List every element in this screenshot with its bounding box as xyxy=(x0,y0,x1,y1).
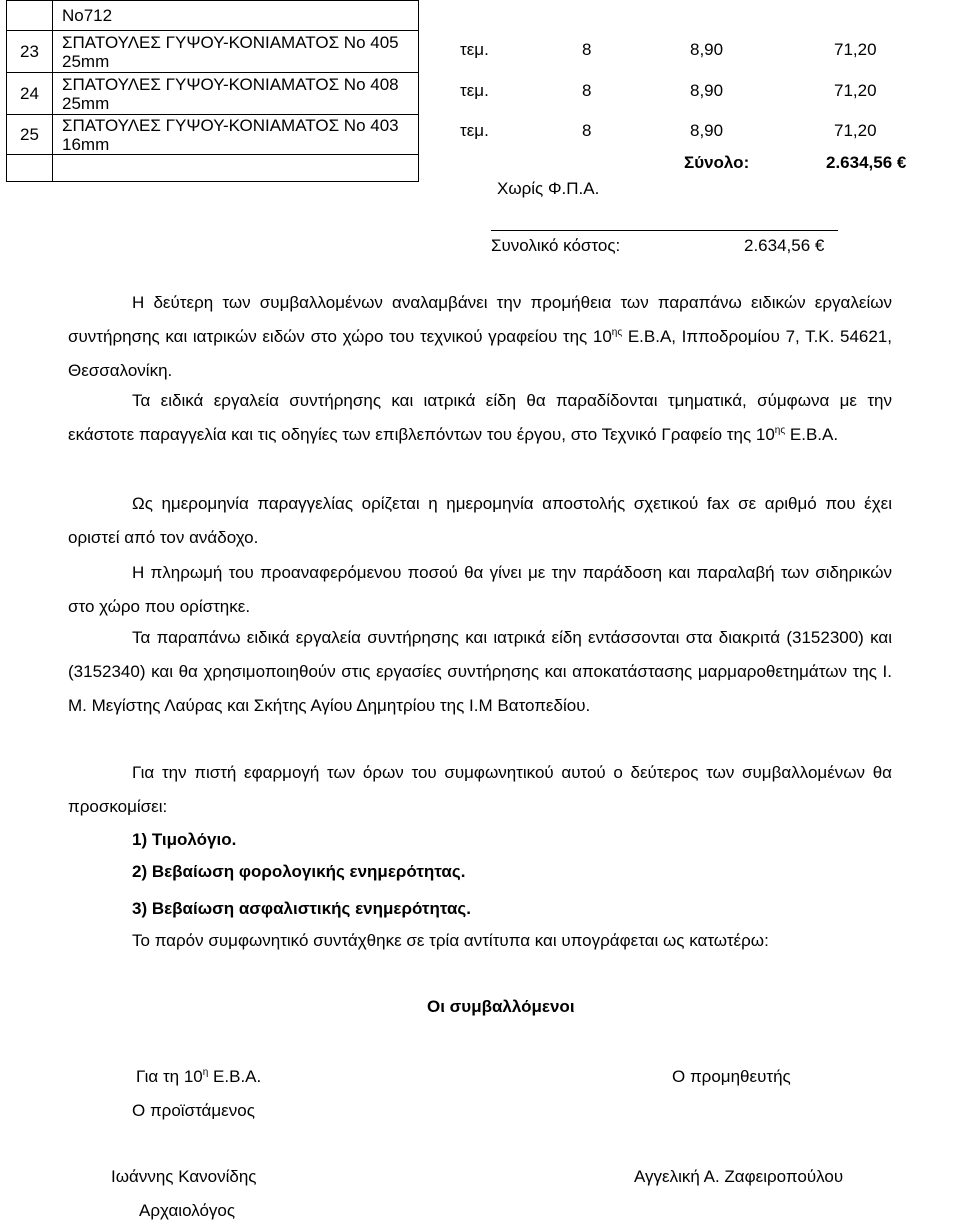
list-item: 1) Τιμολόγιο. xyxy=(132,830,237,849)
table-cell-blank xyxy=(53,155,419,182)
paragraph-payment: Η πληρωμή του προαναφερόμενου ποσού θα γίνει με την παράδοση και παραλαβή των σιδηρικών στο χώρο που ορίστηκε. xyxy=(68,563,892,616)
without-vat-label: Χωρίς Φ.Π.Α. xyxy=(497,179,600,198)
table-row xyxy=(7,115,419,155)
row-number: 23 xyxy=(7,31,53,73)
text: Για τη 10 xyxy=(136,1067,203,1086)
sum-amount: 2.634,56 xyxy=(826,153,893,172)
superscript: ης xyxy=(774,425,786,436)
paragraph-budget-codes: Τα παραπάνω ειδικά εργαλεία συντήρησης και ιατρικά είδη εντάσσονται στα διακριτά (3152300) και (3152340) και θα χρησιμοποιηθούν στις εργασίες συντήρησης και αποκατάστασης μαρμαροθετημάτων της Ι. Μ. Μεγίστης Λαύρας και Σκήτης Αγίου Δημητρίου της Ι.Μ Βατοπεδίου. xyxy=(68,628,892,715)
paragraph-order-date: Ως ημερομηνία παραγγελίας ορίζεται η ημερομηνία αποστολής σχετικού fax σε αριθμό που έχει οριστεί από τον ανάδοχο. xyxy=(68,494,892,547)
row-total: 71,20 xyxy=(834,81,877,100)
row-number: 24 xyxy=(7,73,53,115)
table-cell-desc xyxy=(53,1,419,31)
superscript: ης xyxy=(611,327,623,338)
table-cell-no xyxy=(7,1,53,31)
text: Ε.Β.Α. xyxy=(785,425,839,444)
sum-value xyxy=(826,153,906,173)
row-total: 71,20 xyxy=(834,121,877,140)
row-fragment: No712 xyxy=(62,6,113,25)
text: Η δεύτερη των συμβαλλομένων αναλαμβάνει την προμήθεια των παραπάνω ειδικών εργαλείων συντήρησης και ιατρικών ειδών στο χώρο του τεχνικού γραφείου της 10 xyxy=(68,293,892,346)
paragraph-copies: Το παρόν συμφωνητικό συντάχθηκε σε τρία αντίτυπα και υπογράφεται ως κατωτέρω: xyxy=(132,931,769,950)
overall-cost-value xyxy=(744,236,824,256)
row-price: 8,90 xyxy=(690,121,724,140)
sum-label: Σύνολο: xyxy=(684,153,750,172)
text: Ε.Β.Α. xyxy=(208,1067,262,1086)
total-divider xyxy=(491,230,838,231)
list-item: 2) Βεβαίωση φορολογικής ενημερότητας. xyxy=(132,862,466,881)
row-description xyxy=(53,115,419,155)
text: Ε.Β.Α, Ιπποδρομίου 7, Τ.Κ. 54621, Θεσσαλονίκη. xyxy=(68,327,892,380)
paragraph-documents: Για την πιστή εφαρμογή των όρων του συμφωνητικού αυτού ο δεύτερος των συμβαλλομένων θα προσκομίσει: xyxy=(68,763,892,816)
table-row xyxy=(7,73,419,115)
desc-line: 16mm xyxy=(62,134,110,154)
row-qty: 8 xyxy=(582,40,592,59)
row-qty: 8 xyxy=(582,121,592,140)
items-table xyxy=(6,0,419,182)
table-cell-blank xyxy=(7,155,53,182)
left-signatory-title: Αρχαιολόγος xyxy=(139,1201,236,1220)
paragraph-delivery-terms xyxy=(68,384,892,452)
right-signatory-role: Ο προμηθευτής xyxy=(672,1067,791,1086)
row-number: 25 xyxy=(7,115,53,155)
row-unit: τεμ. xyxy=(460,40,489,59)
left-signatory-role: Ο προϊστάμενος xyxy=(132,1101,255,1120)
superscript: η xyxy=(202,1067,209,1078)
left-signatory-name: Ιωάννης Κανονίδης xyxy=(111,1167,257,1186)
text: Τα ειδικά εργαλεία συντήρησης και ιατρικά είδη θα παραδίδονται τμηματικά, σύμφωνα με την εκάστοτε παραγγελία και τις οδηγίες των επιβλεπόντων του έργου, στο Τεχνικό Γραφείο της 10 xyxy=(68,391,892,444)
desc-line: ΣΠΑΤΟΥΛΕΣ ΓΥΨΟΥ-ΚΟΝΙΑΜΑΤΟΣ Νο 405 xyxy=(62,32,399,52)
row-description xyxy=(53,31,419,73)
paragraph-delivery-place xyxy=(68,286,892,388)
desc-line: ΣΠΑΤΟΥΛΕΣ ΓΥΨΟΥ-ΚΟΝΙΑΜΑΤΟΣ Νο 408 xyxy=(62,74,399,94)
row-price: 8,90 xyxy=(690,40,724,59)
row-description xyxy=(53,73,419,115)
euro-icon: € xyxy=(814,236,825,255)
right-signatory-name: Αγγελική Α. Ζαφειροπούλου xyxy=(634,1167,844,1186)
row-price: 8,90 xyxy=(690,81,724,100)
desc-line: 25mm xyxy=(62,51,110,71)
row-qty: 8 xyxy=(582,81,592,100)
overall-cost-label: Συνολικό κόστος: xyxy=(491,236,621,255)
signatures-heading: Οι συμβαλλόμενοι xyxy=(427,997,575,1016)
left-signatory-org xyxy=(136,1067,261,1087)
desc-line: 25mm xyxy=(62,93,110,113)
overall-amount: 2.634,56 xyxy=(744,236,811,255)
row-unit: τεμ. xyxy=(460,121,489,140)
list-item: 3) Βεβαίωση ασφαλιστικής ενημερότητας. xyxy=(132,899,471,918)
table-row xyxy=(7,31,419,73)
row-unit: τεμ. xyxy=(460,81,489,100)
euro-icon: € xyxy=(896,153,907,172)
row-total: 71,20 xyxy=(834,40,877,59)
desc-line: ΣΠΑΤΟΥΛΕΣ ΓΥΨΟΥ-ΚΟΝΙΑΜΑΤΟΣ Νο 403 xyxy=(62,115,399,135)
